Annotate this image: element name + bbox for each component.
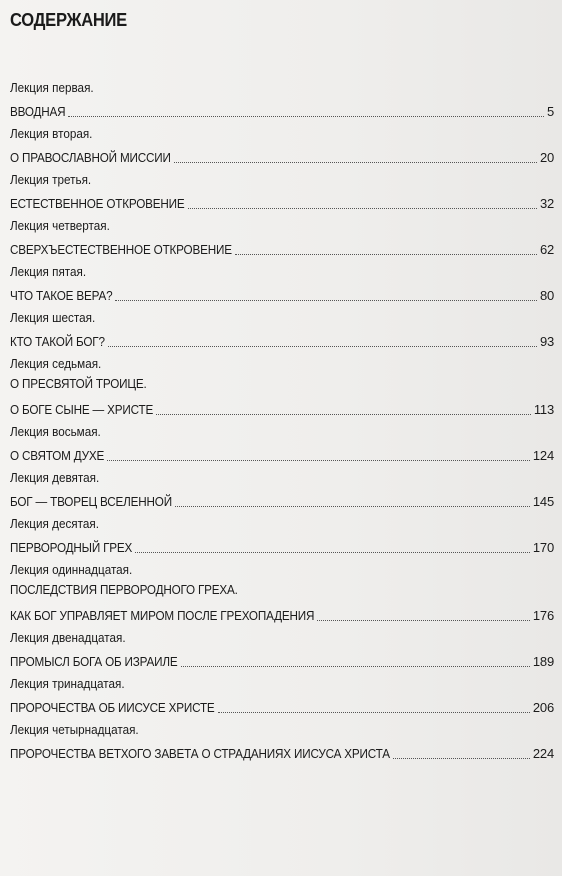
toc-entry: [10, 172, 554, 212]
chapter-title: СВЕРХЪЕСТЕСТВЕННОЕ ОТКРОВЕНИЕ: [10, 242, 232, 257]
dot-leader: [108, 346, 537, 347]
toc-line: [10, 192, 554, 212]
toc-entry: [10, 630, 554, 670]
toc-entry: [10, 126, 554, 166]
toc-line: [10, 398, 554, 418]
dot-leader: [235, 254, 537, 255]
toc-entry: [10, 722, 554, 762]
chapter-title: ЧТО ТАКОЕ ВЕРА?: [10, 288, 113, 303]
page-number: 189: [532, 654, 554, 669]
page-number: 170: [532, 540, 554, 555]
dot-leader: [175, 506, 530, 507]
page-number: 93: [539, 334, 554, 349]
toc-entry: [10, 424, 554, 464]
chapter-title: КАК БОГ УПРАВЛЯЕТ МИРОМ ПОСЛЕ ГРЕХОПАДЕНИЯ: [10, 608, 315, 623]
toc-entry: [10, 676, 554, 716]
page-number: 62: [539, 242, 554, 257]
toc-entry: [10, 516, 554, 556]
lecture-label: Лекция четвертая.: [10, 218, 110, 233]
lecture-label: Лекция восьмая.: [10, 424, 101, 439]
page-number: 80: [539, 288, 554, 303]
page-title: СОДЕРЖАНИЕ: [10, 10, 127, 30]
chapter-title: О ПРЕСВЯТОЙ ТРОИЦЕ.: [10, 376, 147, 391]
toc-line: [10, 284, 554, 304]
lecture-label: Лекция седьмая.: [10, 356, 102, 371]
page-number: 113: [533, 402, 554, 417]
chapter-title: ПРОРОЧЕСТВА ВЕТХОГО ЗАВЕТА О СТРАДАНИЯХ ИИСУСА ХРИСТА: [10, 746, 390, 761]
lecture-label: Лекция пятая.: [10, 264, 87, 279]
table-of-contents: [10, 80, 554, 768]
lecture-label: Лекция одиннадцатая.: [10, 562, 133, 577]
lecture-label: Лекция вторая.: [10, 126, 93, 141]
dot-leader: [174, 162, 537, 163]
lecture-label: Лекция третья.: [10, 172, 92, 187]
chapter-title: ПОСЛЕДСТВИЯ ПЕРВОРОДНОГО ГРЕХА.: [10, 582, 238, 597]
dot-leader: [181, 666, 530, 667]
dot-leader: [317, 620, 530, 621]
page-number: 124: [532, 448, 554, 463]
toc-entry: [10, 470, 554, 510]
chapter-title: О СВЯТОМ ДУХЕ: [10, 448, 105, 463]
page-number: 145: [532, 494, 554, 509]
dot-leader: [393, 758, 530, 759]
toc-entry: [10, 356, 554, 418]
dot-leader: [68, 116, 544, 117]
toc-line: [10, 100, 554, 120]
toc-line: [10, 444, 554, 464]
chapter-title: ПРОРОЧЕСТВА ОБ ИИСУСЕ ХРИСТЕ: [10, 700, 215, 715]
lecture-label: Лекция шестая.: [10, 310, 96, 325]
chapter-title: О ПРАВОСЛАВНОЙ МИССИИ: [10, 150, 171, 165]
dot-leader: [107, 460, 530, 461]
chapter-title: КТО ТАКОЙ БОГ?: [10, 334, 105, 349]
lecture-label: Лекция тринадцатая.: [10, 676, 125, 691]
lecture-label: Лекция двенадцатая.: [10, 630, 126, 645]
lecture-label: Лекция девятая.: [10, 470, 100, 485]
toc-line: [10, 650, 554, 670]
chapter-title: ПРОМЫСЛ БОГА ОБ ИЗРАИЛЕ: [10, 654, 178, 669]
lecture-label: Лекция четырнадцатая.: [10, 722, 139, 737]
page-number: 20: [539, 150, 554, 165]
lecture-label: Лекция десятая.: [10, 516, 99, 531]
lecture-label: Лекция первая.: [10, 80, 94, 95]
toc-line: [10, 330, 554, 350]
page-number: 5: [546, 104, 554, 119]
chapter-title: ЕСТЕСТВЕННОЕ ОТКРОВЕНИЕ: [10, 196, 185, 211]
toc-entry: [10, 264, 554, 304]
chapter-title: ПЕРВОРОДНЫЙ ГРЕХ: [10, 540, 133, 555]
dot-leader: [218, 712, 530, 713]
toc-entry: [10, 310, 554, 350]
page-number: 32: [539, 196, 554, 211]
page-number: 176: [532, 608, 554, 623]
toc-entry: [10, 562, 554, 624]
dot-leader: [156, 414, 531, 415]
toc-line: [10, 536, 554, 556]
toc-line: [10, 238, 554, 258]
dot-leader: [135, 552, 530, 553]
chapter-title: О БОГЕ СЫНЕ — ХРИСТЕ: [10, 402, 154, 417]
toc-entry: [10, 218, 554, 258]
chapter-title: БОГ — ТВОРЕЦ ВСЕЛЕННОЙ: [10, 494, 172, 509]
toc-line: [10, 696, 554, 716]
dot-leader: [188, 208, 537, 209]
dot-leader: [115, 300, 537, 301]
toc-line: [10, 490, 554, 510]
toc-line: [10, 604, 554, 624]
toc-entry: [10, 80, 554, 120]
chapter-title: ВВОДНАЯ: [10, 104, 66, 119]
toc-line: [10, 742, 554, 762]
toc-line: [10, 146, 554, 166]
page-number: 224: [532, 746, 554, 761]
page-number: 206: [532, 700, 554, 715]
